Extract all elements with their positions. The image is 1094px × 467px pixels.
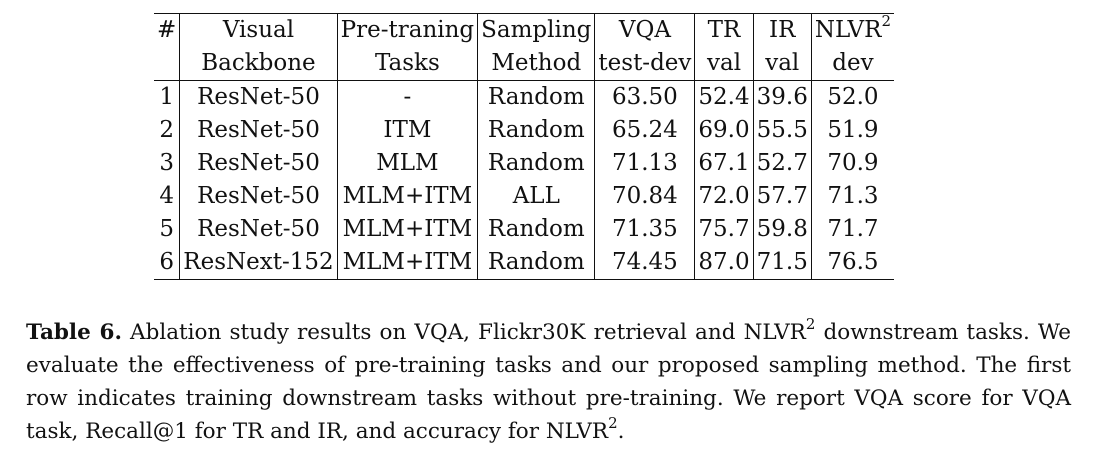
header-backbone: Backbone xyxy=(180,47,337,81)
row-ir-cell: 52.7 xyxy=(753,147,811,180)
header-sampling: Sampling xyxy=(478,14,595,48)
row-ir-cell: 57.7 xyxy=(753,180,811,213)
ablation-table xyxy=(154,13,894,280)
row-ir-cell: 55.5 xyxy=(753,114,811,147)
row-nlvr-cell: 71.7 xyxy=(827,216,879,242)
row-tr-cell: 72.0 xyxy=(695,180,753,213)
header-testdev: test-dev xyxy=(595,47,695,81)
row-nlvr-cell: 51.9 xyxy=(827,117,879,143)
table-row xyxy=(154,114,894,147)
row-sampling-cell: Random xyxy=(478,147,595,180)
results-table-container xyxy=(154,13,894,280)
row-nlvr-cell: 71.3 xyxy=(827,183,879,209)
row-tr-cell: 67.1 xyxy=(695,147,753,180)
row-index-cell: 6 xyxy=(154,246,180,280)
table-caption xyxy=(26,316,1071,448)
header-tr: TR xyxy=(695,14,753,48)
header-ir: IR xyxy=(753,14,811,48)
table-row xyxy=(154,180,894,213)
caption-text-a: Ablation study results on VQA, Flickr30K retrieval and NLVR xyxy=(121,320,806,345)
table-row xyxy=(154,246,894,280)
header-pretraining: Pre-traning xyxy=(337,14,478,48)
row-index-cell: 5 xyxy=(154,213,180,246)
row-sampling-cell: Random xyxy=(478,81,595,115)
row-tasks-cell: ITM xyxy=(337,114,478,147)
table-row xyxy=(154,81,894,115)
row-tasks-cell: MLM xyxy=(337,147,478,180)
header-index-sub xyxy=(154,47,180,81)
row-tr-cell: 75.7 xyxy=(695,213,753,246)
caption-sup-a: 2 xyxy=(805,314,816,333)
header-index: # xyxy=(154,14,180,48)
header-row-1 xyxy=(154,14,894,48)
row-backbone-cell: ResNet-50 xyxy=(180,81,337,115)
row-sampling-cell: Random xyxy=(478,114,595,147)
header-ir-val: val xyxy=(753,47,811,81)
row-backbone-cell: ResNet-50 xyxy=(180,180,337,213)
table-row xyxy=(154,147,894,180)
row-sampling-cell: Random xyxy=(478,213,595,246)
row-nlvr-cell: 70.9 xyxy=(827,150,879,176)
caption-label: Table 6. xyxy=(26,320,122,345)
header-vqa: VQA xyxy=(595,14,695,48)
row-tr-cell: 87.0 xyxy=(695,246,753,280)
row-tasks-cell: MLM+ITM xyxy=(337,246,478,280)
row-backbone-cell: ResNet-50 xyxy=(180,147,337,180)
row-index-cell: 1 xyxy=(154,81,180,115)
caption-sup-b: 2 xyxy=(608,413,618,432)
row-vqa-cell: 65.24 xyxy=(595,114,695,147)
row-ir-cell: 39.6 xyxy=(753,81,811,115)
row-sampling-cell: ALL xyxy=(478,180,595,213)
row-tasks-cell: - xyxy=(337,81,478,115)
row-backbone-cell: ResNet-50 xyxy=(180,213,337,246)
header-nlvr xyxy=(811,14,894,48)
table-body xyxy=(154,81,894,280)
row-vqa-cell: 70.84 xyxy=(595,180,695,213)
row-ir-cell: 71.5 xyxy=(753,246,811,280)
row-tr-cell: 52.4 xyxy=(695,81,753,115)
table-row xyxy=(154,213,894,246)
row-vqa-cell: 71.13 xyxy=(595,147,695,180)
header-nlvr-sup: 2 xyxy=(881,12,891,31)
row-ir-cell: 59.8 xyxy=(753,213,811,246)
row-vqa-cell: 63.50 xyxy=(595,81,695,115)
header-row-2 xyxy=(154,47,894,81)
row-nlvr-cell: 52.0 xyxy=(811,81,894,115)
caption-text-c: . xyxy=(617,419,625,444)
header-nlvr-dev: dev xyxy=(811,47,894,81)
row-sampling-cell: Random xyxy=(478,246,595,280)
header-nlvr-text: NLVR xyxy=(814,17,882,43)
row-index-cell: 4 xyxy=(154,180,180,213)
header-method: Method xyxy=(478,47,595,81)
row-tr-cell: 69.0 xyxy=(695,114,753,147)
header-tr-val: val xyxy=(695,47,753,81)
row-backbone-cell: ResNext-152 xyxy=(180,246,337,280)
row-index-cell: 2 xyxy=(154,114,180,147)
row-index-cell: 3 xyxy=(154,147,180,180)
row-vqa-cell: 74.45 xyxy=(595,246,695,280)
row-vqa-cell: 71.35 xyxy=(595,213,695,246)
caption-text-b: downstream tasks. We evaluate the effectiveness of pre-training tasks and our proposed sampling method. The first row indicates training downstream tasks without pre-training. We report VQA score for VQA task, Recall@1 for TR and IR, and accuracy for NLVR xyxy=(26,320,1071,444)
row-tasks-cell: MLM+ITM xyxy=(337,180,478,213)
header-visual: Visual xyxy=(180,14,337,48)
row-backbone-cell: ResNet-50 xyxy=(180,114,337,147)
row-nlvr-cell: 76.5 xyxy=(811,246,894,280)
header-tasks: Tasks xyxy=(337,47,478,81)
row-tasks-cell: MLM+ITM xyxy=(337,213,478,246)
